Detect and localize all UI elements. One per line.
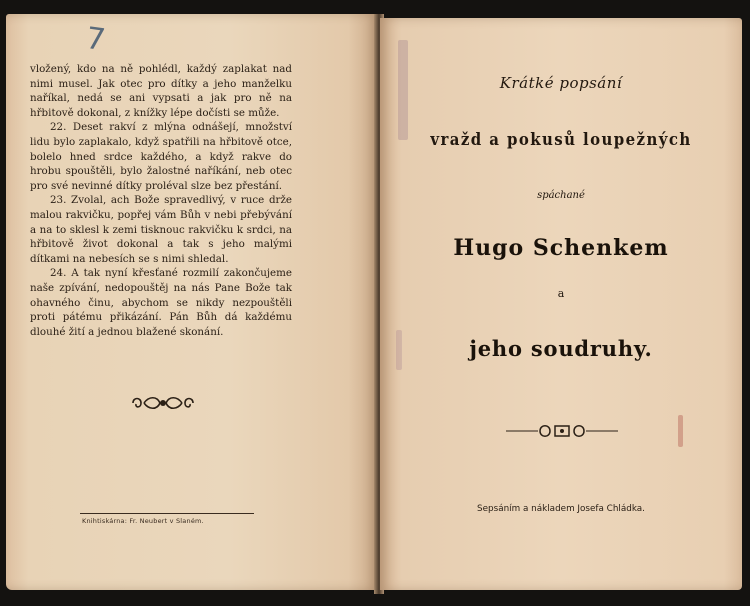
pencil-mark: 7 [83,20,108,59]
title-conjunction: a [557,287,565,300]
printer-note: Knihtiskárna: Fr. Neubert v Slaném. [82,517,204,525]
title-line-1: Krátké popsání [499,74,623,92]
paragraph: 24. A tak nyní křesťané rozmilí zakončujeme naše zpívání, nedopouštěj na nás Pane Bože tak ohavného činu, abychom se nikdy nezpouštěli proti pátému přikázání. Pán Bůh dá každému dlouhé žití a jednou blažené skonání. [30,267,292,338]
red-stain [678,415,683,447]
left-page-text [30,62,292,339]
ornament-icon [130,393,196,413]
title-name: Hugo Schenkem [453,235,669,261]
title-line-3: spáchané [537,190,585,201]
ornament-rule-icon [506,421,618,441]
publisher-imprint: Sepsáním a nákladem Josefa Chládka. [477,504,645,514]
paragraph: 23. Zvolal, ach Bože spravedlivý, v ruce drže malou rakvičku, popřej vám Bůh v nebi přebývání a na to sklesl k zemi tisknouc rakvičku k srdci, na hřbitově život dokonal a tak s jeho malými dítkami na nebesích se s nimi shledal. [30,194,292,265]
paragraph: 22. Deset rakví z mlýna odnášejí, množství lidu bylo zaplakalo, když spatřili na hřbitově otce, bolelo hned srdce každého, a když rakve do hrobu spouštěli, bylo žalostné naříkání, neb otec pro své nevinné dítky proléval slze bez přestání. [30,121,292,192]
printer-divider [80,513,254,514]
paragraph: vložený, kdo na ně pohlédl, každý zaplakat nad nimi musel. Jak otec pro dítky a jeho manželku naříkal, nedá se ani vypsati a jak pro ně na hřbitově dokonal, z knížky lépe dočísti se může. [30,63,292,119]
title-line-2: vražd a pokusů loupežných [430,130,692,150]
title-line-6: jeho soudruhy. [469,336,653,361]
